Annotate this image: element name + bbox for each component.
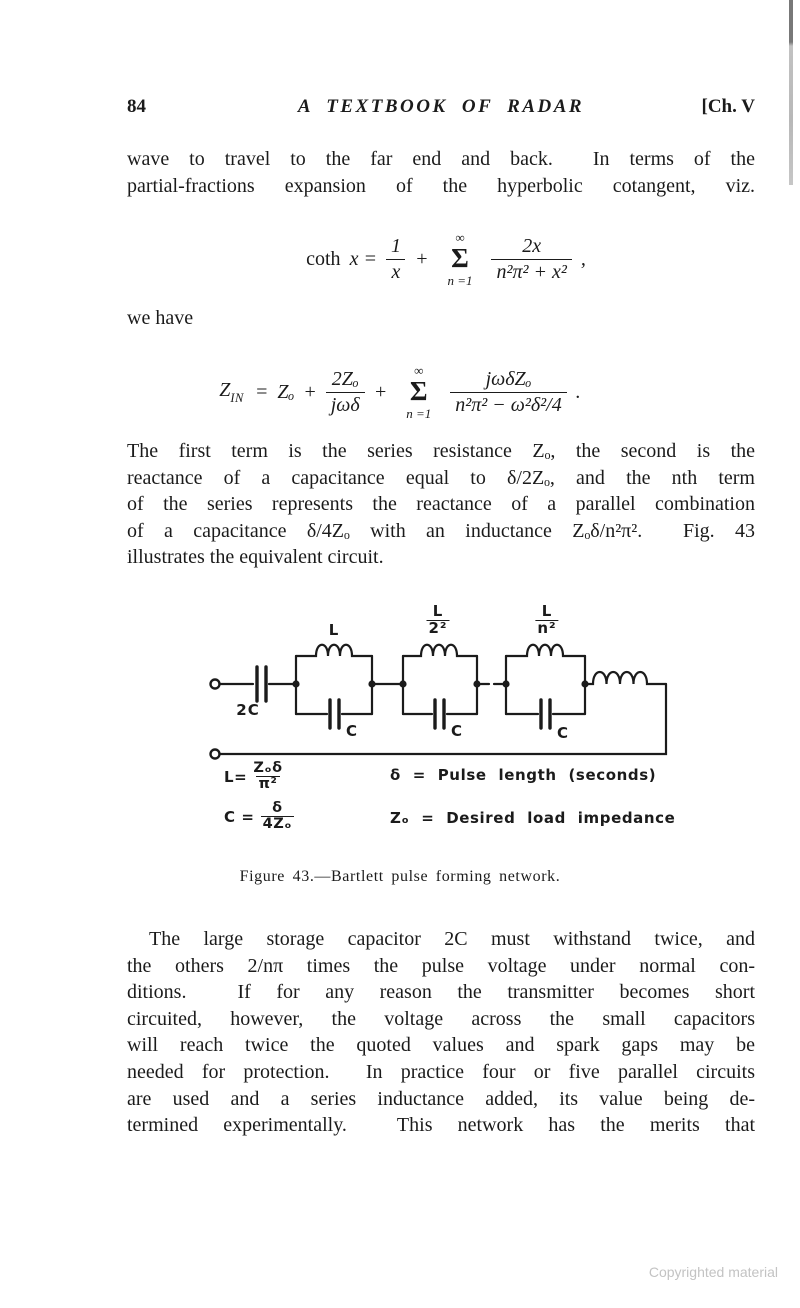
- text-line: termined experimentally. This network has the merits that: [127, 1114, 755, 1137]
- tank3-inductor-coil: [506, 645, 585, 656]
- capacitance-definition: C = $\frac{\delta}{\text{4Zₒ}}$: [224, 800, 293, 833]
- plus-operator: +: [373, 380, 388, 403]
- body-paragraph-1: [127, 438, 755, 571]
- fraction: $\frac{2x}{\text{n²π² + x²}}$: [491, 235, 571, 284]
- coth-function: coth: [306, 247, 341, 270]
- subscript: IN: [230, 390, 244, 405]
- text-line: partial-fractions expansion of the hyperbolic cotangent, viz.: [127, 174, 755, 197]
- formula-zin: [0, 346, 800, 438]
- formula-punctuation: .: [575, 380, 581, 403]
- inductance-definition: L= Zₒδ π²: [224, 760, 283, 793]
- capacitor-label-1: C: [345, 722, 359, 740]
- chapter-label: [Ch. V: [701, 96, 755, 117]
- sum-upper-limit: ∞: [414, 363, 424, 378]
- plus-operator: +: [303, 380, 317, 403]
- body-paragraph-2: [127, 926, 755, 1139]
- formula-coth: [0, 213, 800, 305]
- sigma-glyph: Σ: [409, 376, 428, 406]
- page-number: 84: [127, 96, 146, 117]
- page-header: [127, 96, 755, 118]
- formula-punctuation: ,: [580, 247, 586, 270]
- load-impedance-definition: Zₒ = Desired load impedance: [390, 809, 676, 827]
- pulse-length-definition: δ = Pulse length (seconds): [390, 766, 657, 784]
- scan-artifact-line: [789, 0, 793, 185]
- junction-dots: [292, 680, 588, 687]
- text-line: reactance of a capacitance equal to δ/2Zₒ, and the nth term: [127, 466, 755, 489]
- text-line: the others 2/nπ times the pulse voltage under normal con-: [127, 954, 755, 977]
- tank1-inductor-coil: [296, 645, 372, 656]
- series-inductor-coil: [585, 672, 666, 684]
- text-line: ditions. If for any reason the transmitter becomes short: [127, 981, 755, 1004]
- tank2-capacitor-symbol: [435, 700, 444, 728]
- sum-lower-limit: n =1: [447, 273, 473, 288]
- equals-sign: =: [254, 380, 269, 403]
- book-title: A TEXTBOOK OF RADAR: [297, 96, 585, 117]
- fraction: $\frac{1}{x}$: [386, 235, 406, 284]
- copyright-watermark: Copyrighted material: [648, 1264, 778, 1280]
- tank2-inductor-coil: [403, 645, 477, 656]
- plus-operator: +: [414, 247, 429, 270]
- capacitor-label-3: C: [556, 724, 570, 742]
- inductor-label-l-over-4: L 2²: [428, 602, 448, 637]
- capacitor-label-2: C: [450, 722, 464, 740]
- text-line: The large storage capacitor 2C must withstand twice, and: [149, 928, 755, 950]
- text-line: needed for protection. In practice four or five parallel circuits: [127, 1060, 755, 1083]
- text-line: of a capacitance δ/4Zₒ with an inductance Zₒδ/n²π². Fig. 43: [127, 519, 755, 542]
- formula-term: Zₒ: [277, 380, 295, 403]
- text-line: illustrates the equivalent circuit.: [127, 546, 384, 569]
- summation-symbol: [406, 364, 431, 420]
- figure-caption: Figure 43.—Bartlett pulse forming network.: [239, 868, 561, 885]
- bottom-rail: [220, 684, 666, 754]
- sum-upper-limit: ∞: [455, 230, 465, 245]
- intro-paragraph: [127, 146, 755, 199]
- text-line: will reach twice the quoted values and spark gaps may be: [127, 1034, 755, 1057]
- sum-lower-limit: n =1: [406, 406, 432, 421]
- sigma-glyph: Σ: [451, 243, 469, 273]
- connector-text: we have: [127, 307, 194, 329]
- formula-var: x =: [349, 247, 377, 270]
- text-line: wave to travel to the far end and back. In terms of the: [127, 148, 755, 170]
- tank3-capacitor-symbol: [541, 700, 550, 728]
- formula-lhs: $Z_{IN}$: [219, 378, 244, 405]
- tank1-capacitor-symbol: [330, 700, 339, 728]
- summation-symbol: [447, 231, 472, 287]
- fraction: $\frac{\text{2Zₒ}}{\text{jωδ}}$: [326, 368, 365, 417]
- output-terminal: [211, 750, 220, 759]
- text-line: are used and a series inductance added, its value being de-: [127, 1087, 755, 1110]
- inductor-label-l-over-n2: L n²: [537, 602, 557, 637]
- input-terminal: [211, 680, 220, 689]
- text-line: of the series represents the reactance of a parallel combination: [127, 493, 755, 516]
- capacitor-2c-symbol: [257, 667, 266, 701]
- text-line: The first term is the series resistance Zₒ, the second is the: [127, 440, 755, 462]
- fraction: $\frac{\text{jωδZₒ}}{\text{n²π² − ω²δ²/4}}$: [450, 368, 566, 417]
- inductor-label-l: L: [328, 621, 340, 639]
- text-line: circuited, however, the voltage across the small capacitors: [127, 1007, 755, 1030]
- input-capacitor-label: 2C: [236, 701, 260, 719]
